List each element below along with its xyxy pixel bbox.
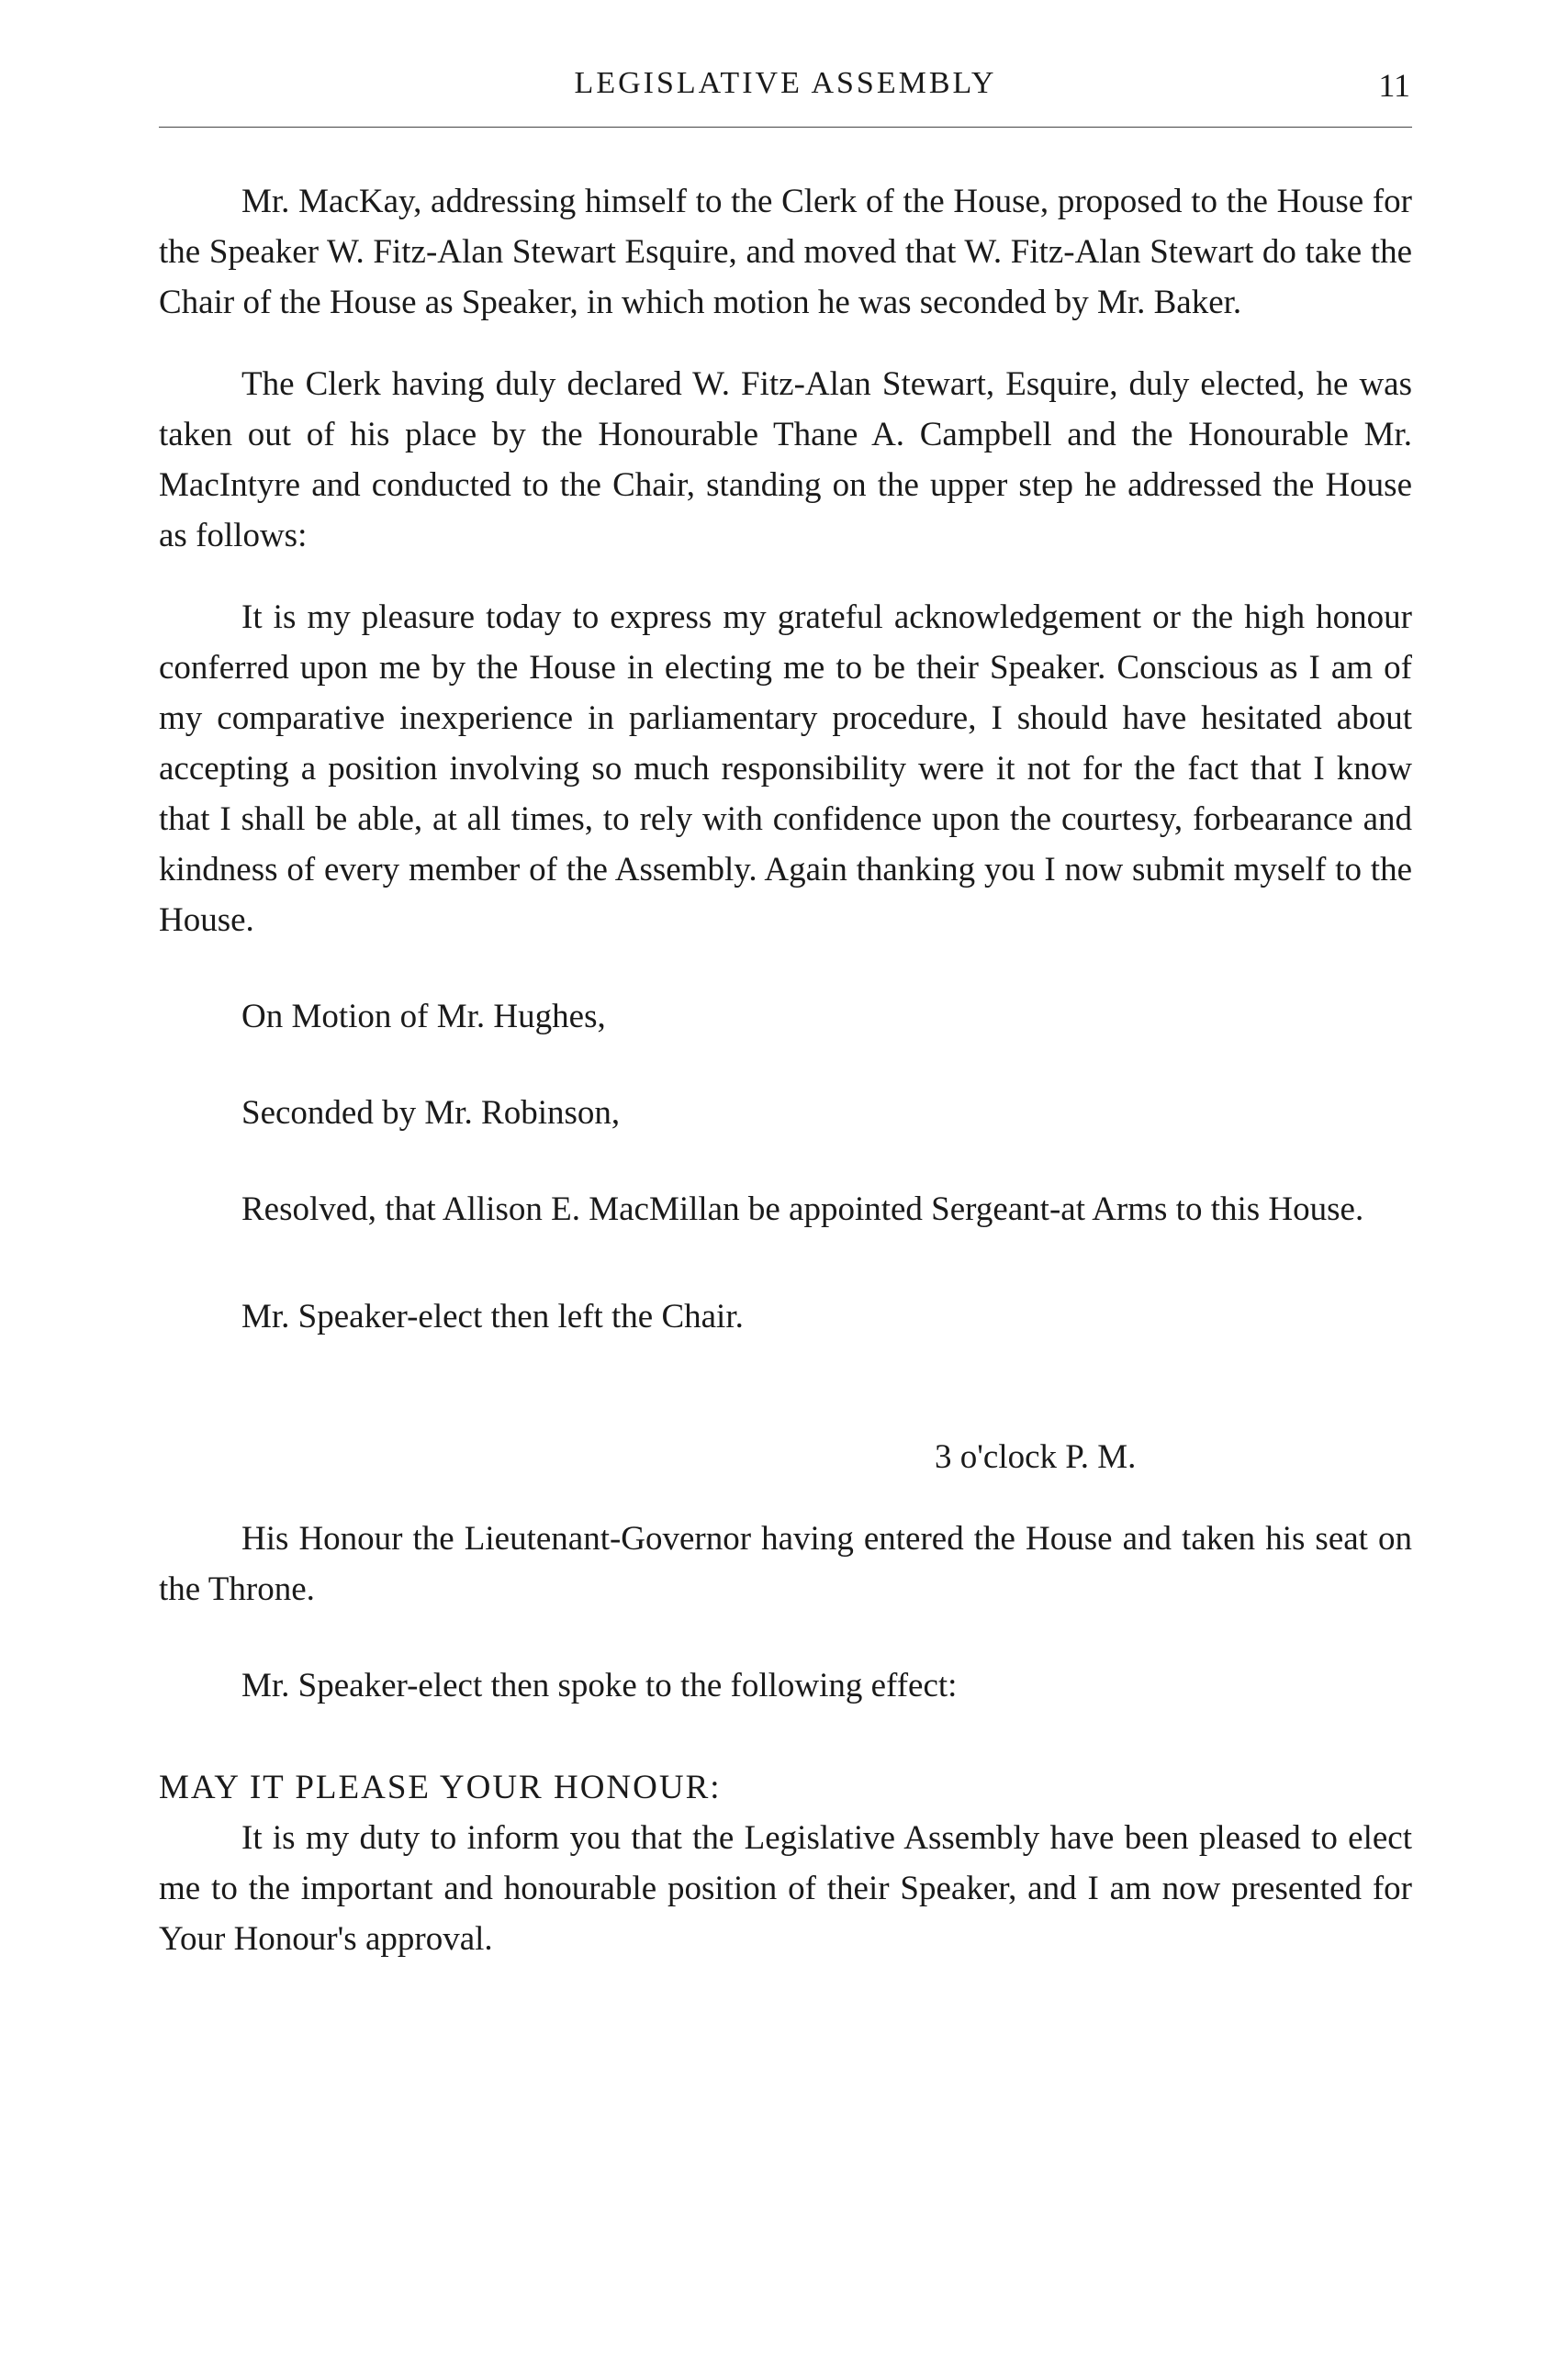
address-heading: MAY IT PLEASE YOUR HONOUR: (159, 1769, 722, 1806)
paragraph-speaker-spoke: Mr. Speaker-elect then spoke to the following effect: (241, 1667, 958, 1704)
paragraph-motion: On Motion of Mr. Hughes, (241, 998, 606, 1035)
paragraph-lieutenant-governor: His Honour the Lieutenant-Governor having entered the House and taken his seat on the Throne. (159, 1520, 1412, 1608)
paragraph-left-chair: Mr. Speaker-elect then left the Chair. (241, 1298, 744, 1335)
running-head (159, 55, 1412, 128)
paragraph-speaker-address: It is my pleasure today to express my grateful acknowledgement or the high honour conferred upon me by the House in electing me to be their Speaker. Conscious as I am of my comparative inexperience in parliamentary procedure, I should have hesitated about accepting a position involving so much responsibility were it not for the fact that I know that I shall be able, at all times, to rely with confidence upon the courtesy, forbearance and kindness of every member of the Assembly. Again thanking you I now submit myself to the House. (159, 598, 1412, 939)
document-page (159, 55, 1412, 1964)
document-body (159, 176, 1412, 1964)
paragraph-speaker-nomination: Mr. MacKay, addressing himself to the Clerk of the House, proposed to the House for the Speaker W. Fitz-Alan Stewart Esquire, and moved that W. Fitz-Alan Stewart do take the Chair of the House as Speaker, in which motion he was seconded by Mr. Baker. (159, 183, 1412, 321)
running-title: LEGISLATIVE ASSEMBLY (574, 66, 997, 100)
time-heading: 3 o'clock P. M. (935, 1438, 1137, 1476)
paragraph-speaker-elected: The Clerk having duly declared W. Fitz-Alan Stewart, Esquire, duly elected, he was taken out of his place by the Honourable Thane A. Campbell and the Honourable Mr. MacIntyre and conducted to the Chair, standing on the upper step he addressed the House as follows: (159, 365, 1412, 554)
paragraph-seconded: Seconded by Mr. Robinson, (241, 1094, 621, 1132)
paragraph-duty-to-inform: It is my duty to inform you that the Legislative Assembly have been pleased to elect me to the important and honourable position of their Speaker, and I am now presented for Your Honour's approval. (159, 1819, 1412, 1958)
paragraph-resolution: Resolved, that Allison E. MacMillan be appointed Sergeant-at Arms to this House. (241, 1190, 1364, 1228)
page-number: 11 (1378, 67, 1410, 104)
header-rule (159, 127, 1412, 128)
